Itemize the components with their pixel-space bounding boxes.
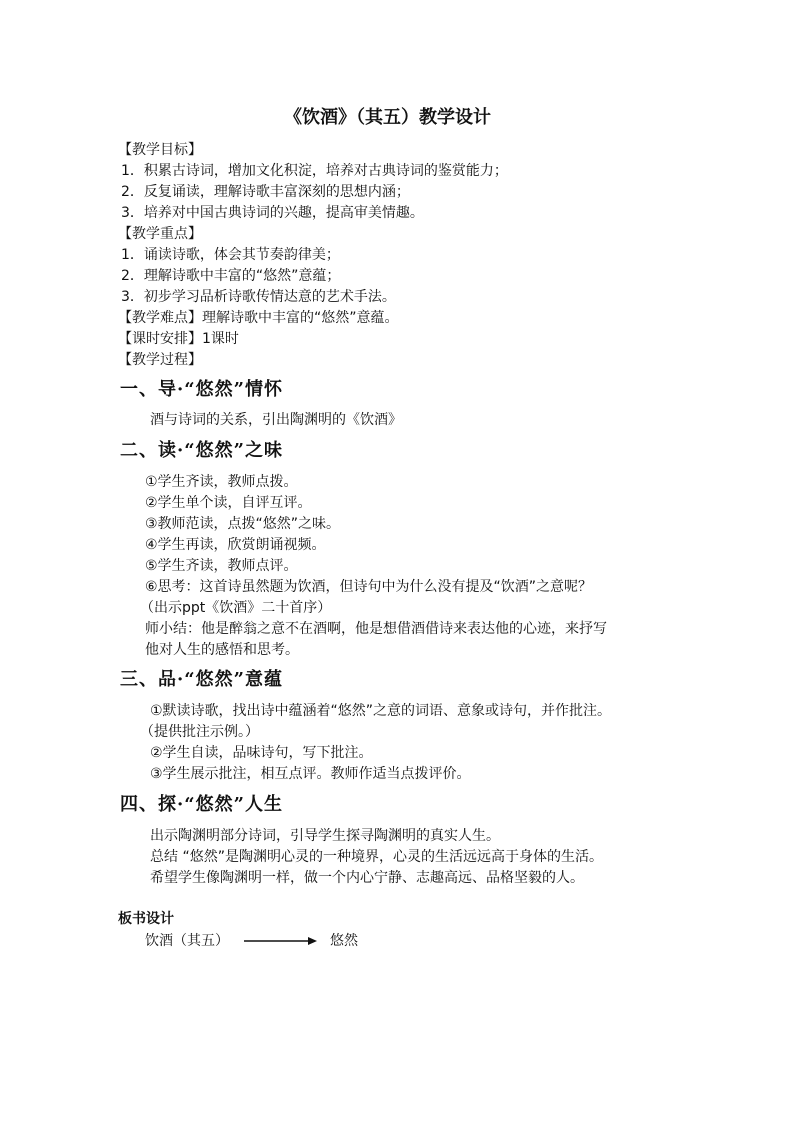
focus-item: 2．理解诗歌中丰富的“悠然”意蕴； [121,268,341,284]
section-line: （出示ppt《饮酒》二十首序） [140,600,332,616]
section-heading: 一、导·“悠然”情怀 [120,379,283,400]
section-line: 他对人生的感悟和思考。 [145,642,299,658]
process-label: 【教学过程】 [118,352,202,368]
difficulty-label: 【教学难点】 [118,310,202,326]
section-line: 总结 “悠然”是陶渊明心灵的一种境界，心灵的生活远远高于身体的生活。 [150,849,603,865]
section-line: ③教师范读，点拨“悠然”之味。 [145,516,341,532]
page-title: 《饮酒》（其五）教学设计 [284,107,491,128]
goal-item: 2．反复诵读，理解诗歌丰富深刻的思想内涵； [121,184,410,200]
goals-label: 【教学目标】 [118,142,202,158]
section-heading: 四、探·“悠然”人生 [120,794,283,815]
board-left: 饮酒（其五） [145,933,229,949]
section-line: （提供批注示例。） [140,724,259,740]
section-line: ②学生自读，品味诗句，写下批注。 [150,745,373,761]
board-right: 悠然 [330,933,358,949]
section-line: 希望学生像陶渊明一样，做一个内心宁静、志趣高远、品格坚毅的人。 [150,870,584,886]
section-line: ⑥思考：这首诗虽然题为饮酒，但诗句中为什么没有提及“饮酒”之意呢？ [145,579,593,595]
section-line: 出示陶渊明部分诗词，引导学生探寻陶渊明的真实人生。 [150,828,500,844]
section-line: ②学生单个读，自评互评。 [145,495,312,511]
section-line: ④学生再读，欣赏朗诵视频。 [145,537,326,553]
board-label: 板书设计 [118,911,174,927]
section-heading: 三、品·“悠然”意蕴 [120,669,283,690]
schedule-line [118,329,239,349]
section-line: 酒与诗词的关系，引出陶渊明的《饮酒》 [150,412,402,428]
difficulty-text: 理解诗歌中丰富的“悠然”意蕴。 [202,310,399,326]
difficulty-line [118,308,399,328]
section-line: ①学生齐读，教师点拨。 [145,474,298,490]
goal-item: 1．积累古诗词，增加文化积淀，培养对古典诗词的鉴赏能力； [121,163,508,179]
goal-item: 3．培养对中国古典诗词的兴趣，提高审美情趣。 [121,205,424,221]
section-line: ⑤学生齐读，教师点评。 [145,558,298,574]
section-line: 师小结：他是醉翁之意不在酒啊，他是想借酒借诗来表达他的心迹，来抒写 [145,621,607,637]
section-line: ①默读诗歌，找出诗中蕴涵着“悠然”之意的词语、意象或诗句，并作批注。 [150,703,612,719]
section-line: ③学生展示批注，相互点评。教师作适当点拨评价。 [150,766,471,782]
arrow-right-icon [244,935,318,947]
schedule-label: 【课时安排】 [118,331,202,347]
section-heading: 二、读·“悠然”之味 [120,440,283,461]
focus-label: 【教学重点】 [118,226,202,242]
focus-item: 1．诵读诗歌，体会其节奏韵律美； [121,247,340,263]
focus-item: 3．初步学习品析诗歌传情达意的艺术手法。 [121,289,396,305]
schedule-text: 1课时 [202,331,239,347]
